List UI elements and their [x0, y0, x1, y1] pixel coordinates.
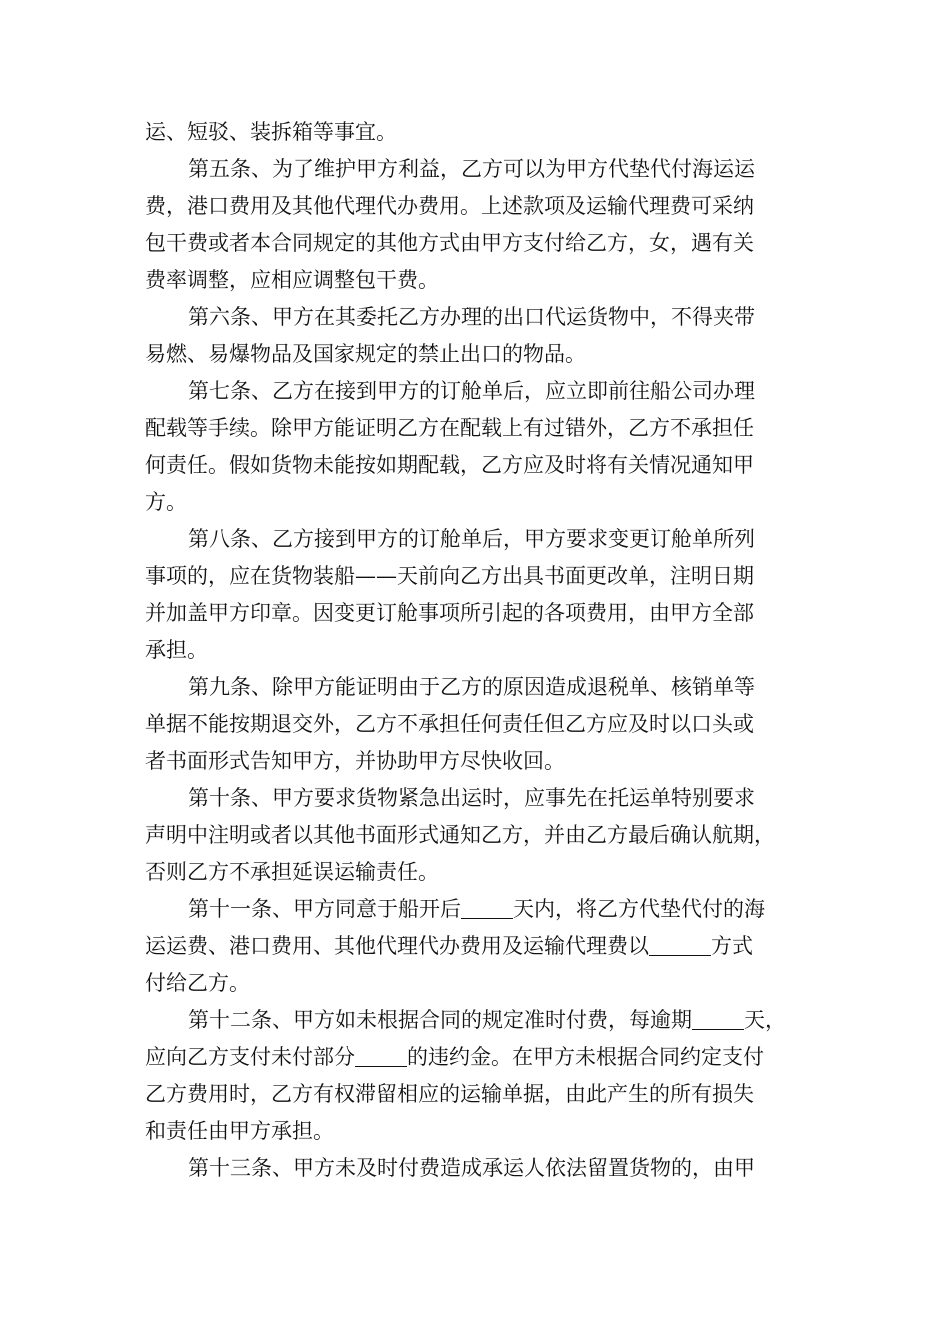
fill-in-blank-days — [461, 896, 513, 919]
text-segment: 应向乙方支付未付部分 — [145, 1045, 355, 1069]
clause-11-line-3 — [145, 965, 817, 1002]
text-line: 方。 — [145, 490, 187, 514]
clause-11-line-1 — [145, 891, 817, 928]
text-line: 单据不能按期退交外，乙方不承担任何责任但乙方应及时以口头或 — [145, 712, 754, 736]
text-segment: 方式 — [711, 934, 753, 958]
text-segment: 的违约金。在甲方未根据合同约定支付 — [407, 1045, 764, 1069]
text-segment: 第十一条、甲方同意于船开后 — [188, 897, 461, 921]
text-segment: 天， — [744, 1008, 786, 1032]
text-line: 第五条、为了维护甲方利益，乙方可以为甲方代垫代付海运运 — [188, 157, 755, 181]
text-line: 包干费或者本合同规定的其他方式由甲方支付给乙方，女，遇有关 — [145, 231, 754, 255]
text-line: 第九条、除甲方能证明由于乙方的原因造成退税单、核销单等 — [188, 675, 755, 699]
clause-13-line-1 — [145, 1150, 817, 1187]
text-segment: 第十二条、甲方如未根据合同的规定准时付费，每逾期 — [188, 1008, 692, 1032]
fill-in-blank-penalty — [355, 1044, 407, 1067]
text-line: 并加盖甲方印章。因变更订舱事项所引起的各项费用，由甲方全部 — [145, 601, 754, 625]
text-line: 承担。 — [145, 638, 208, 662]
text-segment: 天内，将乙方代垫代付的海 — [513, 897, 765, 921]
text-line: 费，港口费用及其他代理代办费用。上述款项及运输代理费可采纳 — [145, 194, 754, 218]
clause-12-line-3 — [145, 1076, 817, 1113]
fill-in-blank-method — [649, 933, 711, 956]
text-line: 运、短驳、装拆箱等事宜。 — [145, 120, 397, 144]
text-line: 费率调整，应相应调整包干费。 — [145, 268, 439, 292]
text-segment: 付给乙方。 — [145, 971, 250, 995]
text-segment: 乙方费用时，乙方有权滞留相应的运输单据，由此产生的所有损失 — [145, 1082, 754, 1106]
text-line: 第十条、甲方要求货物紧急出运时，应事先在托运单特别要求 — [188, 786, 755, 810]
text-line: 易燃、易爆物品及国家规定的禁止出口的物品。 — [145, 342, 586, 366]
text-line: 第七条、乙方在接到甲方的订舱单后，应立即前往船公司办理 — [188, 379, 755, 403]
contract-text-lines — [145, 114, 817, 891]
document-page — [145, 114, 817, 1187]
text-line: 否则乙方不承担延误运输责任。 — [145, 860, 439, 884]
text-line: 第八条、乙方接到甲方的订舱单后，甲方要求变更订舱单所列 — [188, 527, 755, 551]
text-line: 第六条、甲方在其委托乙方办理的出口代运货物中，不得夹带 — [188, 305, 755, 329]
text-segment: 运运费、港口费用、其他代理代办费用及运输代理费以 — [145, 934, 649, 958]
clause-11-line-2 — [145, 928, 817, 965]
text-line: 者书面形式告知甲方，并协助甲方尽快收回。 — [145, 749, 565, 773]
text-segment: 第十三条、甲方未及时付费造成承运人依法留置货物的，由甲 — [188, 1156, 755, 1180]
text-segment: 和责任由甲方承担。 — [145, 1119, 334, 1143]
clause-12-line-1 — [145, 1002, 817, 1039]
clause-12-line-4 — [145, 1113, 817, 1150]
text-line: 声明中注明或者以其他书面形式通知乙方，并由乙方最后确认航期， — [145, 823, 775, 847]
text-line: 配载等手续。除甲方能证明乙方在配载上有过错外，乙方不承担任 — [145, 416, 754, 440]
fill-in-blank-overdue-days — [692, 1007, 744, 1030]
text-line: 事项的，应在货物装船——天前向乙方出具书面更改单，注明日期 — [145, 564, 754, 588]
text-line: 何责任。假如货物未能按如期配载，乙方应及时将有关情况通知甲 — [145, 453, 754, 477]
clause-12-line-2 — [145, 1039, 817, 1076]
